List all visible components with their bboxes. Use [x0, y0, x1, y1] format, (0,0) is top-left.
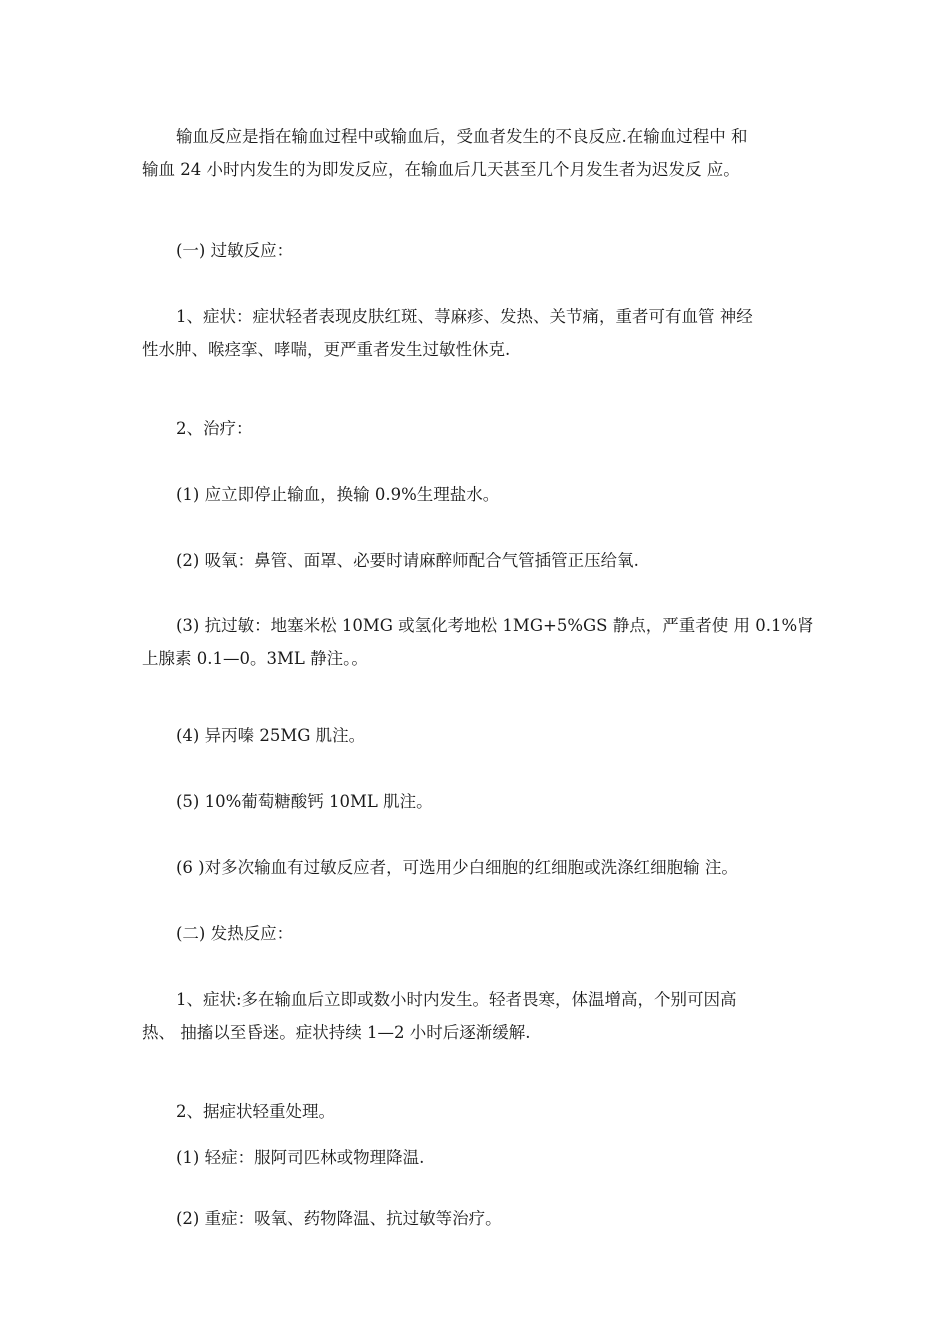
section2-symptom-line-1: 1、症状:多在输血后立即或数小时内发生。轻者畏寒，体温增高，个别可因高	[176, 990, 737, 1009]
section1-item-2: (2) 吸氧：鼻管、面罩、必要时请麻醉师配合气管插管正压给氧.	[176, 551, 639, 570]
section1-item-4: (4) 异丙嗪 25MG 肌注。	[176, 726, 366, 745]
intro-line-2: 输血 24 小时内发生的为即发反应，在输血后几天甚至几个月发生者为迟发反 应。	[142, 160, 740, 179]
section2-treatment-heading: 2、据症状轻重处理。	[176, 1102, 335, 1121]
section1-item-3-line-2: 上腺素 0.1—0。3ML 静注。。	[142, 649, 368, 668]
section1-heading: (一) 过敏反应：	[176, 241, 294, 260]
section2-item-2: (2) 重症：吸氧、药物降温、抗过敏等治疗。	[176, 1209, 502, 1228]
section2-symptom-paragraph	[142, 983, 820, 1049]
intro-paragraph	[142, 120, 820, 186]
section1-symptom-paragraph	[142, 300, 820, 366]
section2-symptom-line-2: 热、 抽搐以至昏迷。症状持续 1—2 小时后逐渐缓解.	[142, 1023, 531, 1042]
section1-item-5: (5) 10%葡萄糖酸钙 10ML 肌注。	[176, 792, 433, 811]
section2-item-1: (1) 轻症：服阿司匹林或物理降温.	[176, 1148, 425, 1167]
section1-treatment-heading: 2、治疗：	[176, 419, 253, 438]
section1-item-3-paragraph	[142, 609, 820, 675]
section1-symptom-line-1: 1、症状：症状轻者表现皮肤红斑、荨麻疹、发热、关节痛，重者可有血管 神经	[176, 307, 753, 326]
section1-item-3-line-1: (3) 抗过敏：地塞米松 10MG 或氢化考地松 1MG+5%GS 静点，严重者使 用 0.1%肾	[176, 616, 814, 635]
section1-symptom-line-2: 性水肿、喉痉挛、哮喘，更严重者发生过敏性休克.	[142, 340, 511, 359]
section1-item-1: (1) 应立即停止输血，换输 0.9%生理盐水。	[176, 485, 500, 504]
section1-item-6: (6 )对多次输血有过敏反应者，可选用少白细胞的红细胞或洗涤红细胞输 注。	[176, 858, 738, 877]
section2-heading: (二) 发热反应：	[176, 924, 294, 943]
intro-line-1: 输血反应是指在输血过程中或输血后，受血者发生的不良反应.在输血过程中 和	[176, 127, 748, 146]
